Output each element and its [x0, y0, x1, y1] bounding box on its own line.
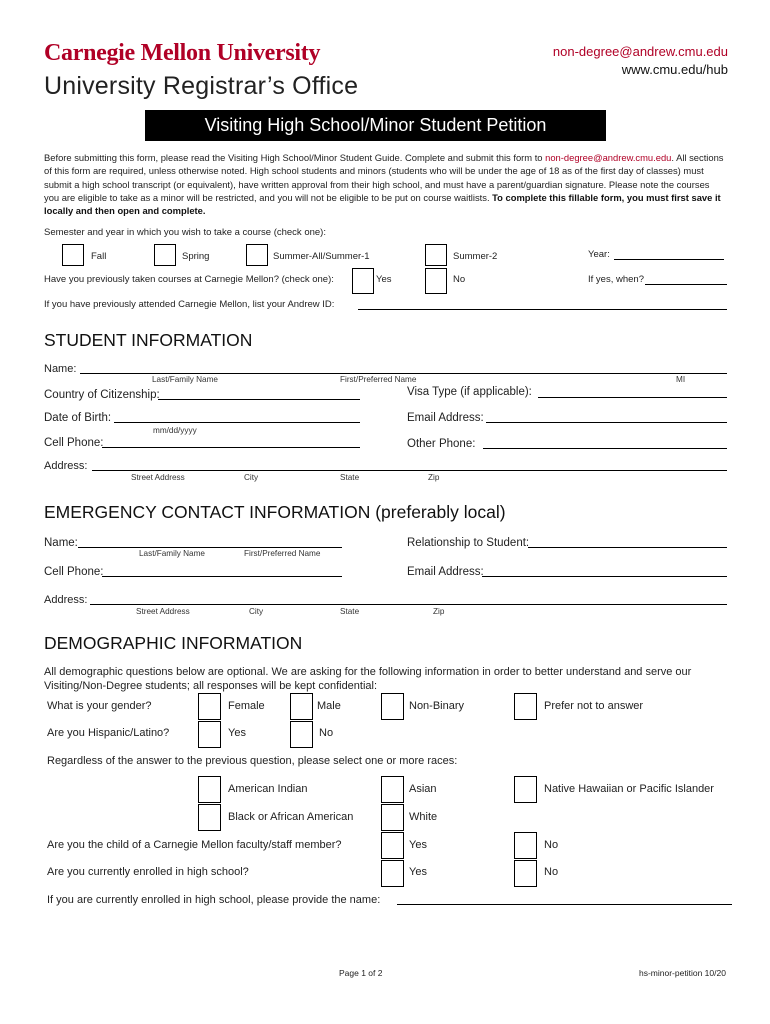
student-email-label: Email Address:	[407, 412, 484, 424]
summer-2-label: Summer-2	[453, 251, 498, 262]
hispanic-question: Are you Hispanic/Latino?	[47, 727, 170, 739]
hispanic-no-checkbox[interactable]	[290, 721, 313, 748]
summer-all-label: Summer-All/Summer-1	[273, 251, 370, 262]
other-phone-field[interactable]	[483, 448, 727, 449]
gender-nonbinary-label: Non-Binary	[409, 700, 465, 712]
previous-courses-prompt: Have you previously taken courses at Carnegie Mellon? (check one):	[44, 274, 334, 285]
emergency-cell-label: Cell Phone:	[44, 566, 104, 578]
emergency-zip-caption: Zip	[433, 607, 445, 616]
school-name-field[interactable]	[397, 904, 732, 905]
student-last-name-caption: Last/Family Name	[152, 375, 218, 384]
when-label: If yes, when?	[588, 274, 644, 285]
intro-paragraph	[44, 151, 724, 217]
demographic-heading: DEMOGRAPHIC INFORMATION	[44, 633, 303, 653]
gender-female-checkbox[interactable]	[198, 693, 221, 720]
emergency-first-name-caption: First/Preferred Name	[244, 549, 321, 558]
faculty-no-checkbox[interactable]	[514, 832, 537, 859]
intro-text-2: . All sections of this form are required, unless otherwise noted. High school students and minors (students who will be under the age of 18 as of the first day of classes) must submit a high school transcript (or equivalent), have written approval from their high school, and must have a parent/guardian signature. Please note the courses you are eligible to take as a minor will be restricted, and you will not be eligible to be put on course waitlists.	[44, 152, 724, 203]
enrolled-yes-checkbox[interactable]	[381, 860, 404, 887]
citizenship-field[interactable]	[158, 399, 360, 400]
previous-yes-label: Yes	[376, 274, 392, 285]
emergency-street-caption: Street Address	[136, 607, 190, 616]
dob-label: Date of Birth:	[44, 412, 112, 424]
intro-email-link[interactable]: non-degree@andrew.cmu.edu	[545, 152, 672, 163]
race-asian-label: Asian	[409, 783, 437, 795]
summer-2-checkbox[interactable]	[425, 244, 447, 266]
race-pacific-islander-label: Native Hawaiian or Pacific Islander	[544, 783, 714, 795]
other-phone-label: Other Phone:	[407, 438, 476, 450]
race-black-label: Black or African American	[228, 811, 354, 823]
relationship-label: Relationship to Student:	[407, 537, 530, 549]
enrolled-question: Are you currently enrolled in high school?	[47, 866, 249, 878]
dob-caption: mm/dd/yyyy	[153, 426, 197, 435]
semester-prompt: Semester and year in which you wish to take a course (check one):	[44, 227, 326, 238]
year-field[interactable]	[614, 259, 724, 260]
student-street-caption: Street Address	[131, 473, 185, 482]
emergency-last-name-caption: Last/Family Name	[139, 549, 205, 558]
faculty-yes-checkbox[interactable]	[381, 832, 404, 859]
spring-checkbox[interactable]	[154, 244, 176, 266]
faculty-yes-label: Yes	[409, 839, 427, 851]
gender-male-label: Male	[317, 700, 341, 712]
gender-question: What is your gender?	[47, 700, 152, 712]
page-number: Page 1 of 2	[339, 968, 383, 978]
gender-male-checkbox[interactable]	[290, 693, 313, 720]
emergency-name-label: Name:	[44, 537, 78, 549]
visa-field[interactable]	[538, 397, 727, 398]
fall-label: Fall	[91, 251, 107, 262]
school-name-prompt: If you are currently enrolled in high school, please provide the name:	[47, 894, 381, 906]
race-asian-checkbox[interactable]	[381, 776, 404, 803]
previous-yes-checkbox[interactable]	[352, 268, 374, 294]
visa-label: Visa Type (if applicable):	[407, 386, 532, 398]
hispanic-yes-label: Yes	[228, 727, 246, 739]
student-email-field[interactable]	[486, 422, 727, 423]
gender-prefer-not-label: Prefer not to answer	[544, 700, 644, 712]
office-name: University Registrar’s Office	[44, 72, 359, 100]
emergency-address-label: Address:	[44, 594, 88, 606]
emergency-state-caption: State	[340, 607, 360, 616]
gender-nonbinary-checkbox[interactable]	[381, 693, 404, 720]
emergency-heading: EMERGENCY CONTACT INFORMATION (preferably local)	[44, 502, 506, 522]
race-american-indian-checkbox[interactable]	[198, 776, 221, 803]
student-cell-field[interactable]	[102, 447, 360, 448]
race-pacific-islander-checkbox[interactable]	[514, 776, 537, 803]
student-address-field[interactable]	[92, 470, 727, 471]
student-state-caption: State	[340, 473, 360, 482]
hispanic-no-label: No	[319, 727, 334, 739]
student-city-caption: City	[244, 473, 259, 482]
emergency-email-field[interactable]	[482, 576, 727, 577]
previous-no-label: No	[453, 274, 466, 285]
race-white-label: White	[409, 811, 438, 823]
demographic-intro: All demographic questions below are optional. We are asking for the following information in order to better understand and serve our Visiting/Non-Degree students; all responses will be kept confidential:	[44, 666, 692, 692]
form-code: hs-minor-petition 10/20	[639, 968, 726, 978]
form-title: Visiting High School/Minor Student Petition	[145, 110, 606, 141]
year-label: Year:	[588, 249, 610, 260]
intro-text-1: Before submitting this form, please read the Visiting High School/Minor Student Guide. Complete and submit this form to	[44, 152, 546, 163]
citizenship-label: Country of Citizenship:	[44, 389, 160, 401]
contact-website[interactable]: www.cmu.edu/hub	[621, 62, 728, 77]
intro-bold-note: To complete this fillable form, you must first save it locally and then open and complete.	[44, 191, 721, 217]
race-prompt: Regardless of the answer to the previous question, please select one or more races:	[47, 755, 458, 767]
student-name-label: Name:	[44, 363, 77, 375]
andrew-id-prompt: If you have previously attended Carnegie Mellon, list your Andrew ID:	[44, 299, 335, 310]
gender-prefer-not-checkbox[interactable]	[514, 693, 537, 720]
enrolled-yes-label: Yes	[409, 866, 427, 878]
student-mi-caption: MI	[676, 375, 686, 384]
race-american-indian-label: American Indian	[228, 783, 308, 795]
student-address-label: Address:	[44, 460, 88, 472]
race-white-checkbox[interactable]	[381, 804, 404, 831]
summer-all-checkbox[interactable]	[246, 244, 268, 266]
andrew-id-field[interactable]	[358, 309, 727, 310]
student-cell-label: Cell Phone:	[44, 437, 104, 449]
emergency-name-field[interactable]	[78, 547, 342, 548]
spring-label: Spring	[182, 251, 210, 262]
emergency-address-field[interactable]	[90, 604, 727, 605]
faculty-no-label: No	[544, 839, 559, 851]
enrolled-no-label: No	[544, 866, 559, 878]
previous-no-checkbox[interactable]	[425, 268, 447, 294]
dob-field[interactable]	[114, 422, 360, 423]
university-logo: Carnegie Mellon University	[44, 40, 321, 66]
relationship-field[interactable]	[528, 547, 727, 548]
emergency-email-label: Email Address:	[407, 566, 484, 578]
emergency-cell-field[interactable]	[102, 576, 342, 577]
enrolled-no-checkbox[interactable]	[514, 860, 537, 887]
hispanic-yes-checkbox[interactable]	[198, 721, 221, 748]
when-field[interactable]	[645, 284, 727, 285]
race-black-checkbox[interactable]	[198, 804, 221, 831]
emergency-city-caption: City	[249, 607, 264, 616]
student-zip-caption: Zip	[428, 473, 440, 482]
student-name-field[interactable]	[80, 373, 727, 374]
gender-female-label: Female	[228, 700, 265, 712]
student-first-name-caption: First/Preferred Name	[340, 375, 417, 384]
faculty-question: Are you the child of a Carnegie Mellon faculty/staff member?	[47, 839, 342, 851]
fall-checkbox[interactable]	[62, 244, 84, 266]
student-heading: STUDENT INFORMATION	[44, 330, 253, 350]
contact-email[interactable]: non-degree@andrew.cmu.edu	[552, 44, 728, 59]
